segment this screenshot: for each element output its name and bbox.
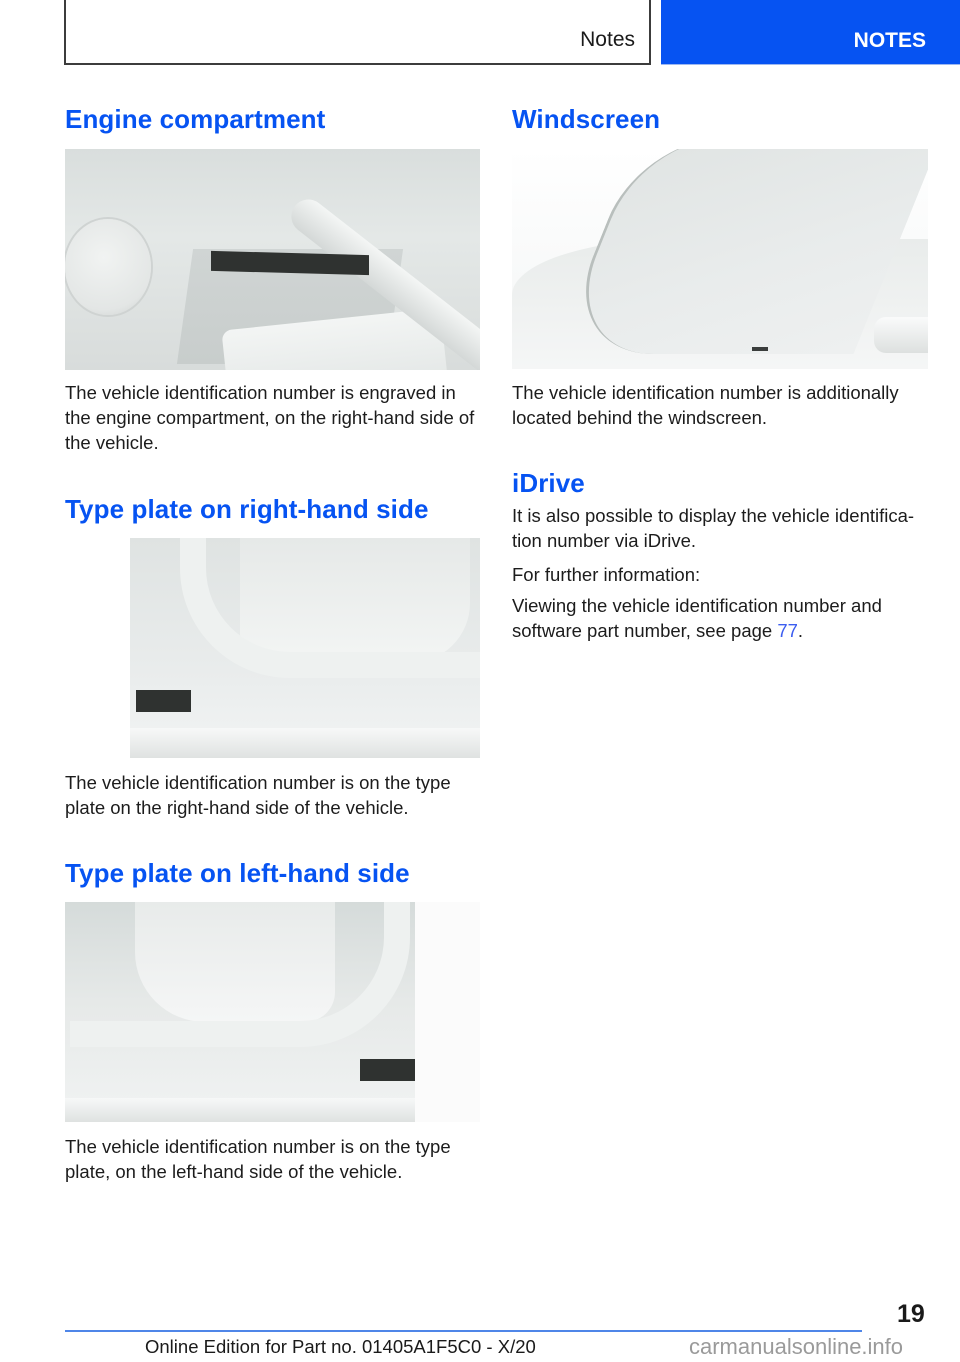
door-edge-shape bbox=[415, 902, 480, 1122]
heading-engine-compartment: Engine compartment bbox=[65, 104, 326, 134]
vin-location-marker bbox=[752, 347, 768, 351]
heading-type-plate-right: Type plate on right-hand side bbox=[65, 494, 429, 524]
type-plate-right-text: The vehicle identification number is on the type plate on the right-hand side of the vehicle. bbox=[65, 772, 451, 818]
section-header-box bbox=[64, 0, 651, 65]
idrive-text-3-suffix: . bbox=[797, 620, 804, 641]
heading-type-plate-left: Type plate on left-hand side bbox=[65, 858, 410, 888]
idrive-text-1: It is also possible to display the vehicle identifica-tion number via iDrive. bbox=[512, 505, 915, 551]
chapter-tab[interactable] bbox=[661, 0, 960, 65]
type-plate-left-image bbox=[65, 902, 480, 1122]
chapter-label: NOTES bbox=[853, 29, 926, 52]
page-77-link[interactable]: 77 bbox=[777, 620, 798, 641]
windscreen-image bbox=[512, 149, 928, 369]
idrive-text-3-prefix: Viewing the vehicle identification number and software part number, see page bbox=[512, 595, 882, 641]
heading-idrive: iDrive bbox=[512, 468, 585, 498]
footer-divider bbox=[65, 1330, 862, 1332]
side-mirror-shape bbox=[874, 317, 928, 353]
vin-location-marker bbox=[211, 251, 369, 275]
idrive-text-3 bbox=[512, 593, 932, 643]
door-sill-shape bbox=[65, 1098, 415, 1122]
section-label: Notes bbox=[580, 28, 635, 51]
type-plate-marker bbox=[360, 1059, 415, 1081]
idrive-text-2: For further information: bbox=[512, 564, 701, 585]
type-plate-right-image bbox=[130, 538, 480, 758]
windscreen-text: The vehicle identification number is additionally located behind the windscreen. bbox=[512, 382, 899, 428]
washer-fluid-cap-shape bbox=[65, 219, 151, 315]
page-number: 19 bbox=[897, 1300, 925, 1328]
door-sill-shape bbox=[130, 728, 480, 758]
engine-compartment-text: The vehicle identification number is engraved in the engine compartment, on the right-hand side of the vehicle. bbox=[65, 382, 475, 453]
type-plate-marker bbox=[136, 690, 191, 712]
engine-compartment-image bbox=[65, 149, 480, 370]
watermark: carmanualsonline.info bbox=[689, 1334, 904, 1359]
edition-text: Online Edition for Part no. 01405A1F5C0 - X/20 bbox=[145, 1336, 536, 1357]
type-plate-left-text: The vehicle identification number is on the type plate, on the left-hand side of the vehicle. bbox=[65, 1136, 451, 1182]
door-frame-shape bbox=[180, 538, 480, 678]
heading-windscreen: Windscreen bbox=[512, 104, 661, 134]
door-frame-shape bbox=[70, 902, 410, 1047]
